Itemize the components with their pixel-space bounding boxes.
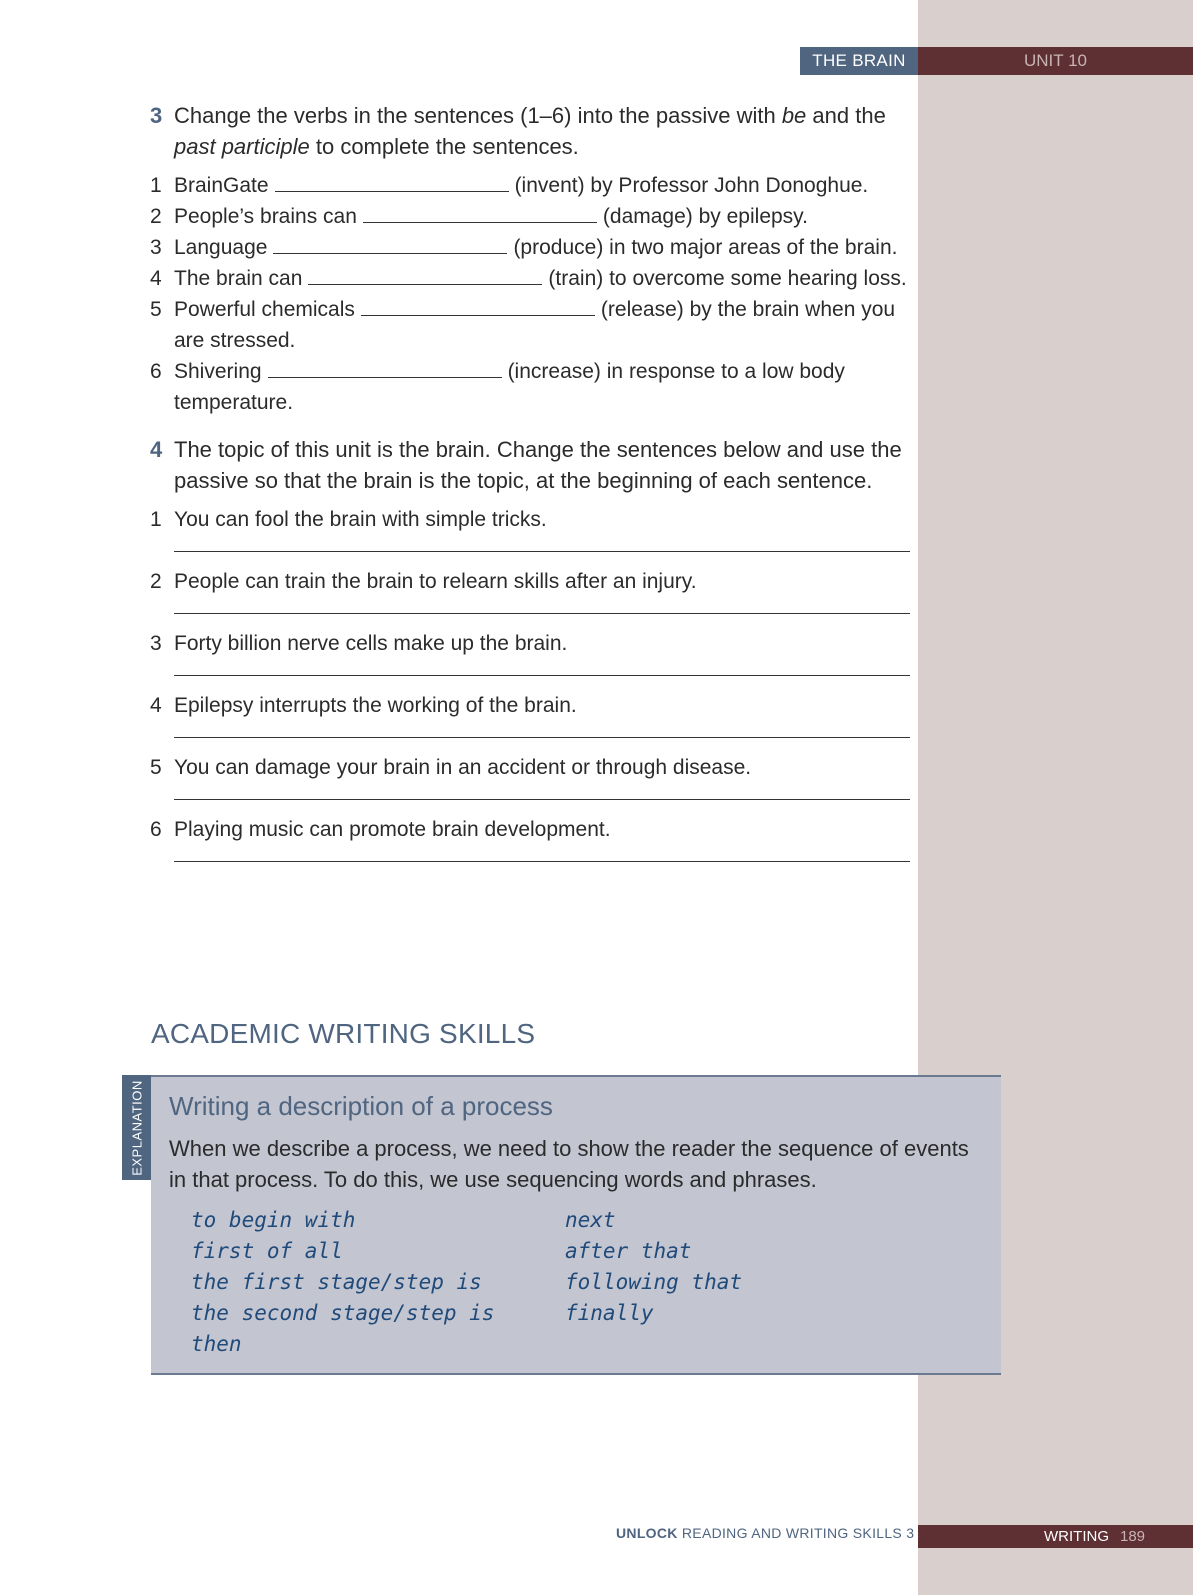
rewrite-item xyxy=(150,504,910,552)
footer-series xyxy=(616,1525,914,1541)
exercise-4-instruction xyxy=(150,434,910,496)
item-text: You can fool the brain with simple tricks. xyxy=(174,508,547,531)
explanation-tab xyxy=(122,1075,151,1180)
item-number: 1 xyxy=(150,508,162,531)
instruction-text: Change the verbs in the sentences (1–6) into the passive with xyxy=(174,103,782,128)
item-before: People’s brains can xyxy=(174,205,357,228)
sequence-word: after that xyxy=(565,1239,692,1263)
item-number: 3 xyxy=(150,236,162,259)
answer-blank[interactable] xyxy=(273,233,507,254)
sequence-word: first of all xyxy=(191,1239,343,1263)
sequence-words-right xyxy=(565,1205,742,1329)
exercise-3-items xyxy=(150,170,910,418)
item-after: (invent) by Professor John Donoghue. xyxy=(514,174,869,197)
item-before: Language xyxy=(174,236,268,259)
item-number: 4 xyxy=(150,267,162,290)
header-topic: THE BRAIN xyxy=(800,47,918,75)
item-text: Epilepsy interrupts the working of the brain. xyxy=(174,694,577,717)
fill-blank-item xyxy=(150,232,910,263)
sequence-word: the first stage/step is xyxy=(191,1270,482,1294)
sequence-word: following that xyxy=(565,1270,743,1294)
fill-blank-item xyxy=(150,170,910,201)
sequence-word: to begin with xyxy=(191,1208,356,1232)
answer-blank[interactable] xyxy=(275,171,509,192)
answer-blank[interactable] xyxy=(308,264,542,285)
item-number: 4 xyxy=(150,694,162,717)
item-after: (produce) in two major areas of the brain. xyxy=(513,236,898,259)
answer-line[interactable] xyxy=(174,535,910,552)
explanation-label: EXPLANATION xyxy=(129,1079,144,1176)
rewrite-item xyxy=(150,628,910,676)
explanation-title: Writing a description of a process xyxy=(169,1091,553,1121)
item-number: 2 xyxy=(150,205,162,228)
rewrite-item xyxy=(150,566,910,614)
item-number: 2 xyxy=(150,570,162,593)
explanation-box xyxy=(151,1075,1001,1375)
instruction-text: to complete the sentences. xyxy=(309,134,579,159)
explanation-body: When we describe a process, we need to show the reader the sequence of events in that process. To do this, we use sequencing words and phrases. xyxy=(169,1136,969,1192)
header-unit: UNIT 10 xyxy=(918,47,1193,75)
fill-blank-item xyxy=(150,294,910,356)
item-before: Powerful chemicals xyxy=(174,298,355,321)
page-number: 189 xyxy=(1120,1528,1146,1545)
item-before: The brain can xyxy=(174,267,303,290)
instruction-italic: past participle xyxy=(174,134,310,159)
item-number: 6 xyxy=(150,818,162,841)
exercise-4-items xyxy=(150,504,910,862)
answer-blank[interactable] xyxy=(361,295,595,316)
instruction-text: and the xyxy=(806,103,886,128)
sequence-word: finally xyxy=(565,1301,654,1325)
exercises xyxy=(150,100,910,876)
instruction-italic: be xyxy=(781,103,807,128)
sequence-word: then xyxy=(191,1332,242,1356)
exercise-number: 4 xyxy=(150,437,163,462)
item-after: (increase) in response to a low body temperature. xyxy=(174,360,845,414)
fill-blank-item xyxy=(150,201,910,232)
section-title: ACADEMIC WRITING SKILLS xyxy=(151,1018,536,1049)
item-number: 3 xyxy=(150,632,162,655)
series-title: READING AND WRITING SKILLS 3 xyxy=(681,1525,915,1541)
item-before: Shivering xyxy=(174,360,262,383)
answer-line[interactable] xyxy=(174,659,910,676)
rewrite-item xyxy=(150,814,910,862)
rewrite-item xyxy=(150,690,910,738)
item-after: (train) to overcome some hearing loss. xyxy=(548,267,907,290)
footer-section: WRITING xyxy=(1044,1528,1109,1545)
fill-blank-item xyxy=(150,356,910,418)
sequence-words-left xyxy=(191,1205,494,1360)
answer-line[interactable] xyxy=(174,721,910,738)
rewrite-item xyxy=(150,752,910,800)
item-after: (release) by the brain when you are stressed. xyxy=(174,298,896,352)
item-before: BrainGate xyxy=(174,174,269,197)
item-after: (damage) by epilepsy. xyxy=(602,205,808,228)
fill-blank-item xyxy=(150,263,910,294)
answer-blank[interactable] xyxy=(363,202,597,223)
item-text: People can train the brain to relearn skills after an injury. xyxy=(174,570,697,593)
sequence-word: the second stage/step is xyxy=(191,1301,495,1325)
answer-line[interactable] xyxy=(174,783,910,800)
answer-line[interactable] xyxy=(174,597,910,614)
instruction-text: The topic of this unit is the brain. Change the sentences below and use the passive so that the brain is the topic, at the beginning of each sentence. xyxy=(174,437,902,493)
item-number: 6 xyxy=(150,360,162,383)
item-number: 1 xyxy=(150,174,162,197)
item-text: Forty billion nerve cells make up the brain. xyxy=(174,632,568,655)
sequence-word: next xyxy=(565,1208,616,1232)
exercise-number: 3 xyxy=(150,103,163,128)
answer-blank[interactable] xyxy=(268,357,502,378)
item-text: You can damage your brain in an accident or through disease. xyxy=(174,756,752,779)
item-number: 5 xyxy=(150,298,162,321)
item-number: 5 xyxy=(150,756,162,779)
brand-logo: UNLOCK xyxy=(616,1525,678,1541)
exercise-3-instruction xyxy=(150,100,910,162)
answer-line[interactable] xyxy=(174,845,910,862)
item-text: Playing music can promote brain development. xyxy=(174,818,611,841)
